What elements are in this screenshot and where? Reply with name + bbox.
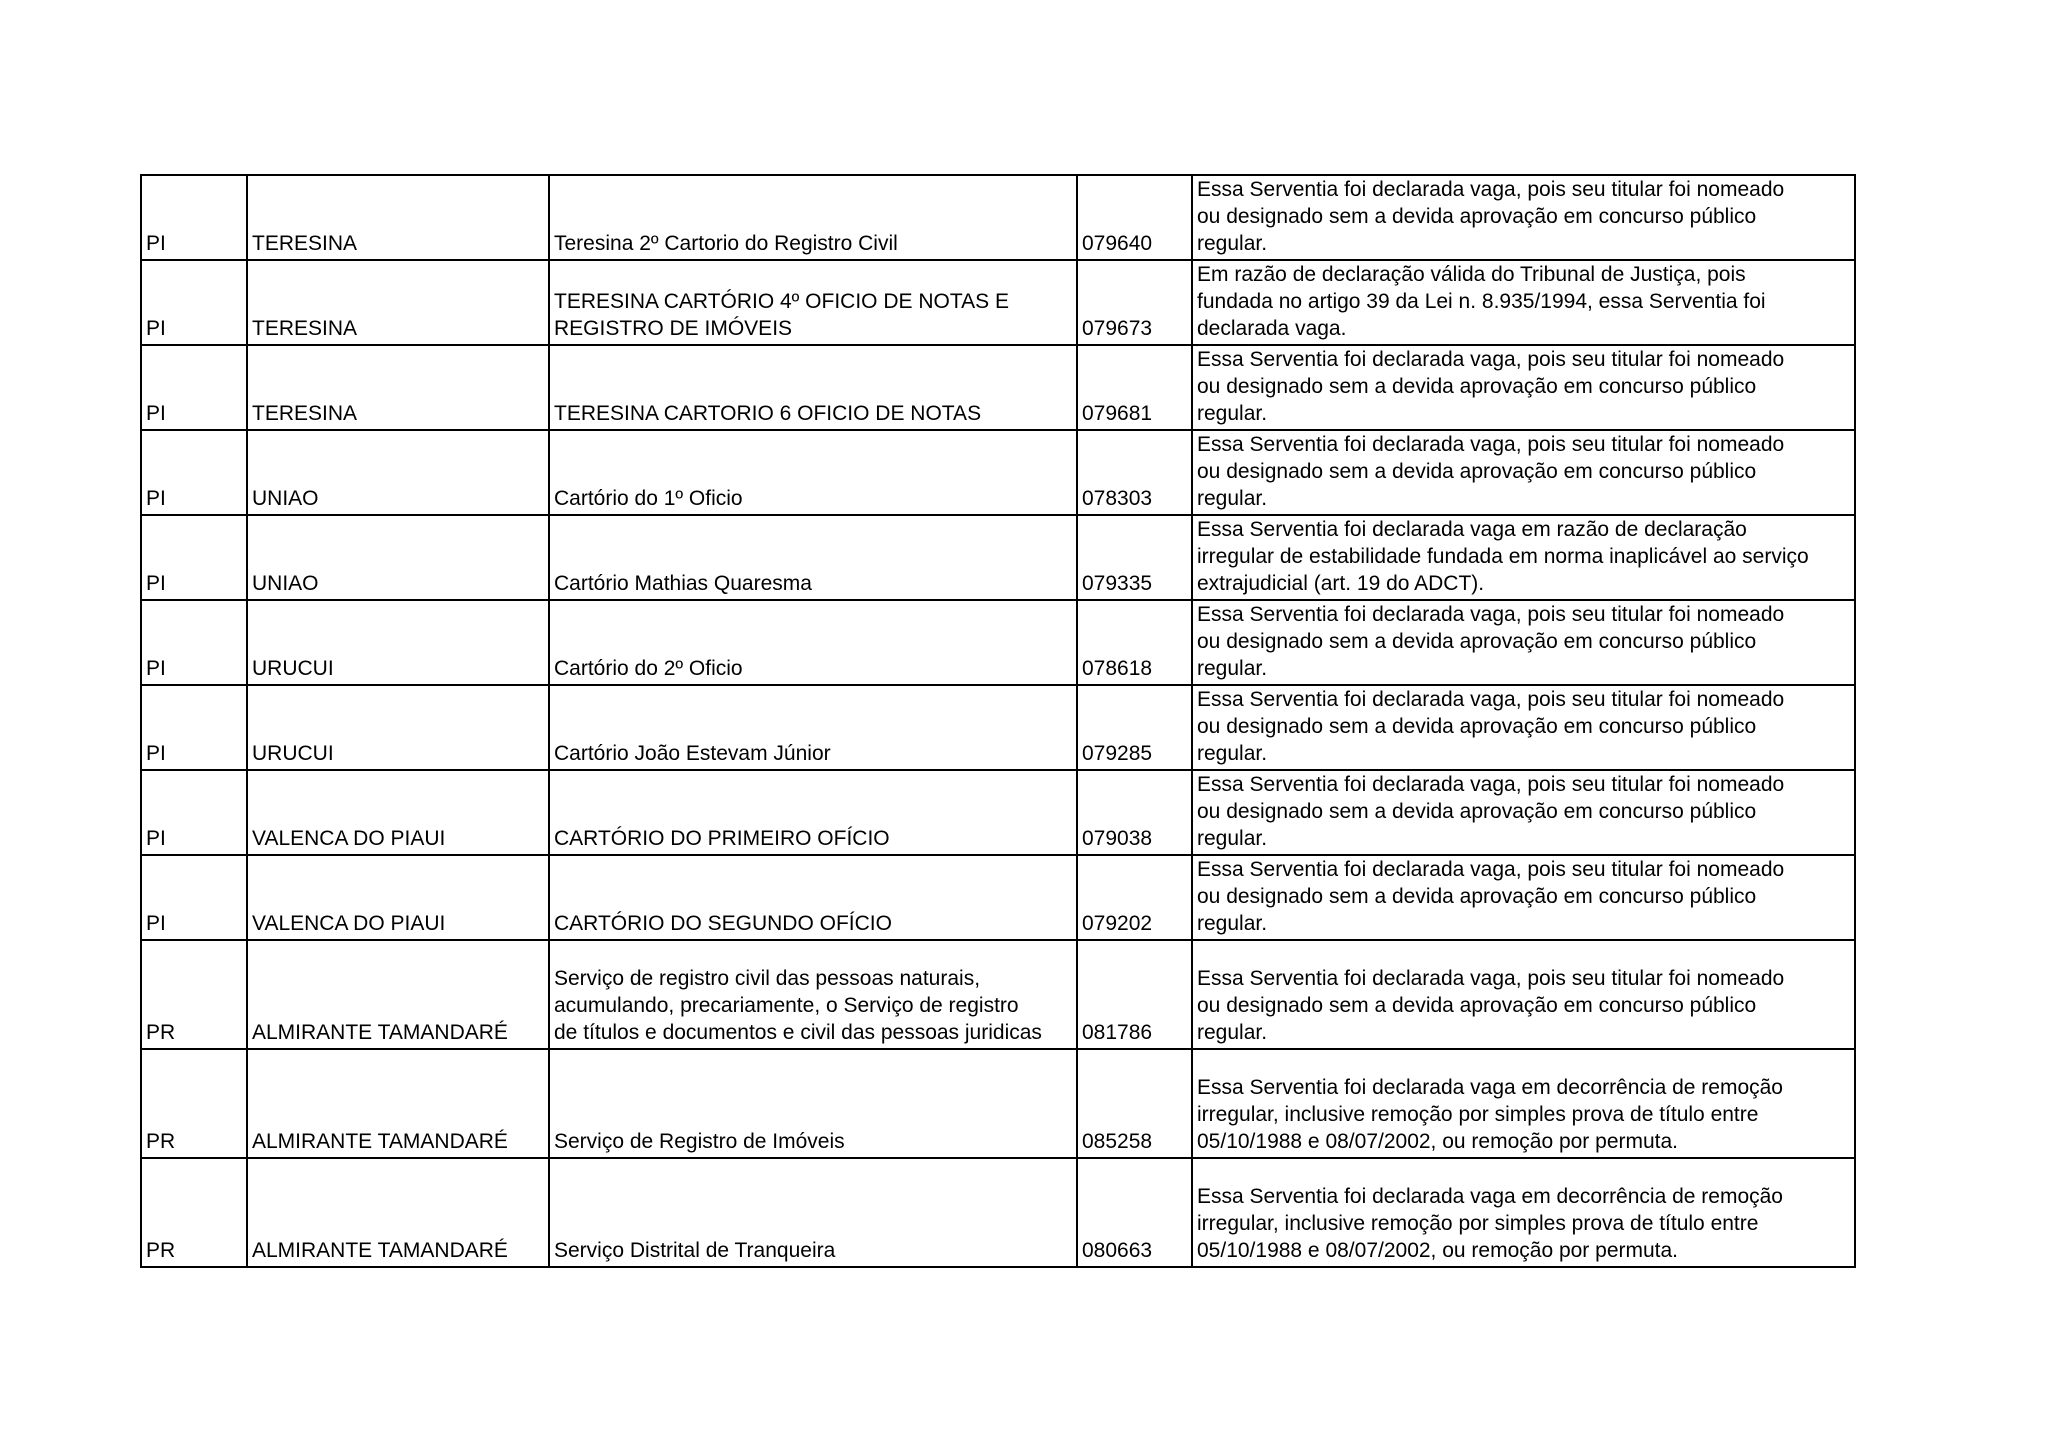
cell-municipio: VALENCA DO PIAUI — [247, 770, 549, 855]
table-row — [141, 1049, 1855, 1158]
table-row — [141, 855, 1855, 940]
motivo-line: regular. — [1197, 402, 1268, 425]
cell-municipio: TERESINA — [247, 175, 549, 260]
cell-motivo — [1192, 940, 1855, 1049]
serventia-line: de títulos e documentos e civil das pessoas juridicas — [554, 1021, 1042, 1044]
serventia-line: Serviço Distrital de Tranqueira — [554, 1239, 836, 1262]
table-row — [141, 1158, 1855, 1267]
serventia-line: Serviço de Registro de Imóveis — [554, 1130, 845, 1153]
serventia-line: Cartório do 1º Oficio — [554, 487, 743, 510]
serventia-line: Serviço de registro civil das pessoas naturais, — [554, 967, 981, 990]
motivo-line: irregular, inclusive remoção por simples prova de título entre — [1197, 1103, 1759, 1126]
motivo-line: Essa Serventia foi declarada vaga, pois seu titular foi nomeado — [1197, 433, 1785, 456]
cell-cns: 085258 — [1077, 1049, 1192, 1158]
cell-serventia — [549, 260, 1077, 345]
motivo-line: ou designado sem a devida aprovação em concurso público — [1197, 715, 1757, 738]
serventia-line: REGISTRO DE IMÓVEIS — [554, 317, 793, 340]
motivo-line: Essa Serventia foi declarada vaga em decorrência de remoção — [1197, 1076, 1783, 1099]
table-body — [141, 175, 1855, 1267]
cell-motivo — [1192, 175, 1855, 260]
motivo-line: ou designado sem a devida aprovação em concurso público — [1197, 800, 1757, 823]
cell-municipio: ALMIRANTE TAMANDARÉ — [247, 940, 549, 1049]
motivo-line: ou designado sem a devida aprovação em concurso público — [1197, 460, 1757, 483]
cell-serventia — [549, 345, 1077, 430]
cell-municipio: UNIAO — [247, 430, 549, 515]
cell-serventia — [549, 1158, 1077, 1267]
table-row — [141, 685, 1855, 770]
cell-motivo — [1192, 1158, 1855, 1267]
motivo-line: Essa Serventia foi declarada vaga, pois seu titular foi nomeado — [1197, 688, 1785, 711]
motivo-line: regular. — [1197, 742, 1268, 765]
cell-cns: 080663 — [1077, 1158, 1192, 1267]
motivo-line: declarada vaga. — [1197, 317, 1347, 340]
cell-cns: 079640 — [1077, 175, 1192, 260]
motivo-line: Essa Serventia foi declarada vaga em razão de declaração — [1197, 518, 1747, 541]
cell-uf: PI — [141, 685, 247, 770]
table-row — [141, 940, 1855, 1049]
serventias-table — [140, 174, 1856, 1268]
serventia-line: CARTÓRIO DO PRIMEIRO OFÍCIO — [554, 827, 890, 850]
table-row — [141, 600, 1855, 685]
table-row — [141, 260, 1855, 345]
cell-motivo — [1192, 260, 1855, 345]
cell-serventia — [549, 685, 1077, 770]
cell-uf: PI — [141, 175, 247, 260]
cell-municipio: VALENCA DO PIAUI — [247, 855, 549, 940]
cell-uf: PR — [141, 1158, 247, 1267]
cell-cns: 078618 — [1077, 600, 1192, 685]
table-row — [141, 175, 1855, 260]
cell-municipio: TERESINA — [247, 260, 549, 345]
cell-motivo — [1192, 345, 1855, 430]
cell-cns: 079038 — [1077, 770, 1192, 855]
table-row — [141, 770, 1855, 855]
cell-cns: 081786 — [1077, 940, 1192, 1049]
cell-uf: PI — [141, 345, 247, 430]
cell-municipio: ALMIRANTE TAMANDARÉ — [247, 1049, 549, 1158]
cell-cns: 079673 — [1077, 260, 1192, 345]
motivo-line: regular. — [1197, 827, 1268, 850]
motivo-line: ou designado sem a devida aprovação em concurso público — [1197, 375, 1757, 398]
cell-municipio: ALMIRANTE TAMANDARÉ — [247, 1158, 549, 1267]
cell-serventia — [549, 515, 1077, 600]
motivo-line: regular. — [1197, 1021, 1268, 1044]
cell-uf: PI — [141, 855, 247, 940]
cell-uf: PR — [141, 940, 247, 1049]
serventia-line: Cartório Mathias Quaresma — [554, 572, 812, 595]
motivo-line: ou designado sem a devida aprovação em concurso público — [1197, 205, 1757, 228]
cell-motivo — [1192, 770, 1855, 855]
motivo-line: regular. — [1197, 657, 1268, 680]
table-row — [141, 345, 1855, 430]
cell-uf: PI — [141, 430, 247, 515]
cell-motivo — [1192, 515, 1855, 600]
cell-serventia — [549, 940, 1077, 1049]
motivo-line: ou designado sem a devida aprovação em concurso público — [1197, 885, 1757, 908]
cell-motivo — [1192, 600, 1855, 685]
motivo-line: ou designado sem a devida aprovação em concurso público — [1197, 630, 1757, 653]
cell-serventia — [549, 175, 1077, 260]
motivo-line: irregular, inclusive remoção por simples prova de título entre — [1197, 1212, 1759, 1235]
motivo-line: 05/10/1988 e 08/07/2002, ou remoção por permuta. — [1197, 1239, 1679, 1262]
serventia-line: acumulando, precariamente, o Serviço de registro — [554, 994, 1019, 1017]
motivo-line: Essa Serventia foi declarada vaga, pois seu titular foi nomeado — [1197, 603, 1785, 626]
motivo-line: Essa Serventia foi declarada vaga em decorrência de remoção — [1197, 1185, 1783, 1208]
table-row — [141, 515, 1855, 600]
motivo-line: extrajudicial (art. 19 do ADCT). — [1197, 572, 1485, 595]
table-row — [141, 430, 1855, 515]
cell-motivo — [1192, 430, 1855, 515]
cell-municipio: URUCUI — [247, 685, 549, 770]
cell-cns: 079202 — [1077, 855, 1192, 940]
cell-municipio: TERESINA — [247, 345, 549, 430]
motivo-line: regular. — [1197, 487, 1268, 510]
cell-municipio: UNIAO — [247, 515, 549, 600]
cell-serventia — [549, 430, 1077, 515]
cell-cns: 079681 — [1077, 345, 1192, 430]
cell-serventia — [549, 1049, 1077, 1158]
cell-municipio: URUCUI — [247, 600, 549, 685]
cell-serventia — [549, 855, 1077, 940]
cell-motivo — [1192, 855, 1855, 940]
motivo-line: regular. — [1197, 912, 1268, 935]
cell-serventia — [549, 600, 1077, 685]
motivo-line: Essa Serventia foi declarada vaga, pois seu titular foi nomeado — [1197, 348, 1785, 371]
cell-motivo — [1192, 685, 1855, 770]
motivo-line: Essa Serventia foi declarada vaga, pois seu titular foi nomeado — [1197, 773, 1785, 796]
cell-uf: PI — [141, 600, 247, 685]
cell-uf: PI — [141, 515, 247, 600]
cell-serventia — [549, 770, 1077, 855]
cell-uf: PI — [141, 260, 247, 345]
cell-cns: 079285 — [1077, 685, 1192, 770]
motivo-line: 05/10/1988 e 08/07/2002, ou remoção por permuta. — [1197, 1130, 1679, 1153]
serventia-line: CARTÓRIO DO SEGUNDO OFÍCIO — [554, 912, 892, 935]
cell-cns: 079335 — [1077, 515, 1192, 600]
motivo-line: regular. — [1197, 232, 1268, 255]
cell-uf: PI — [141, 770, 247, 855]
motivo-line: ou designado sem a devida aprovação em concurso público — [1197, 994, 1757, 1017]
motivo-line: Em razão de declaração válida do Tribunal de Justiça, pois — [1197, 263, 1746, 286]
motivo-line: irregular de estabilidade fundada em norma inaplicável ao serviço — [1197, 545, 1809, 568]
serventia-line: Teresina 2º Cartorio do Registro Civil — [554, 232, 898, 255]
serventia-line: TERESINA CARTORIO 6 OFICIO DE NOTAS — [554, 402, 982, 425]
serventia-line: Cartório João Estevam Júnior — [554, 742, 831, 765]
cell-motivo — [1192, 1049, 1855, 1158]
serventia-line: TERESINA CARTÓRIO 4º OFICIO DE NOTAS E — [554, 290, 1009, 313]
cell-cns: 078303 — [1077, 430, 1192, 515]
motivo-line: Essa Serventia foi declarada vaga, pois seu titular foi nomeado — [1197, 178, 1785, 201]
motivo-line: fundada no artigo 39 da Lei n. 8.935/1994, essa Serventia foi — [1197, 290, 1766, 313]
motivo-line: Essa Serventia foi declarada vaga, pois seu titular foi nomeado — [1197, 858, 1785, 881]
cell-uf: PR — [141, 1049, 247, 1158]
motivo-line: Essa Serventia foi declarada vaga, pois seu titular foi nomeado — [1197, 967, 1785, 990]
serventia-line: Cartório do 2º Oficio — [554, 657, 743, 680]
